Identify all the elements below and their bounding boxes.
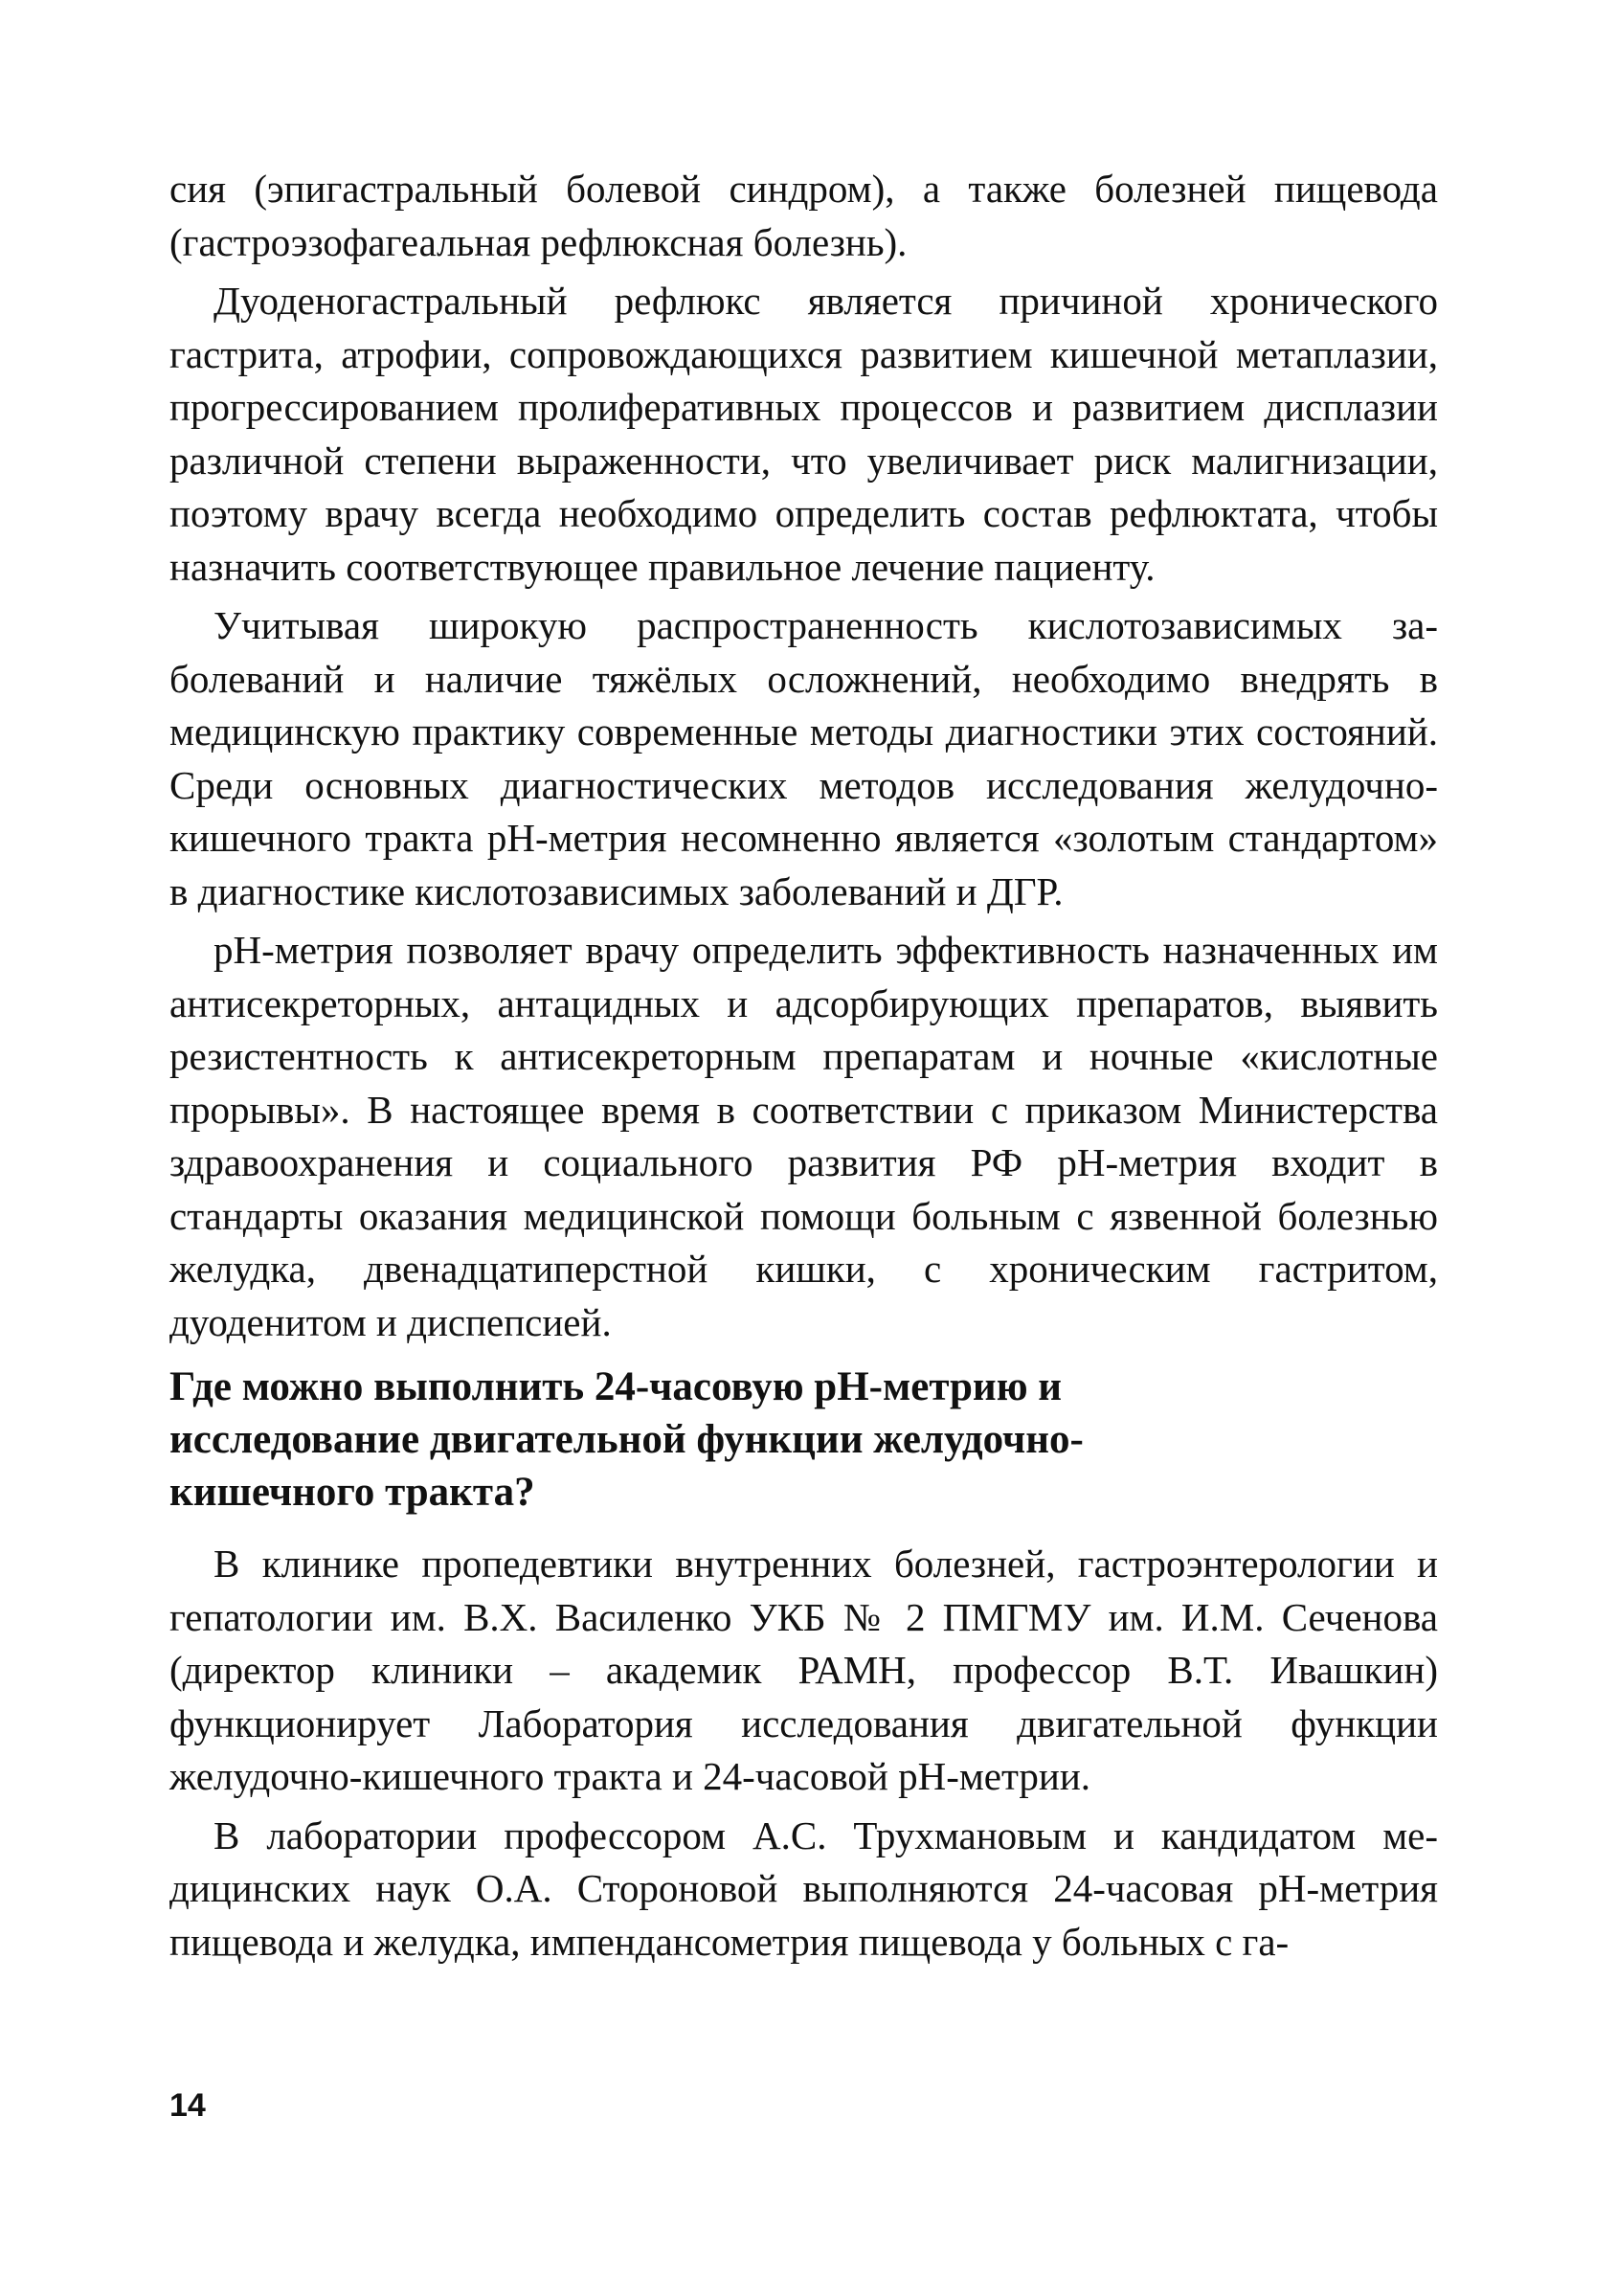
paragraph: pH-метрия позволяет врачу определить эффективность назначенных им антисекреторных, антацидных и адсорбирующих препаратов, выявить резистентность к антисекреторным препаратам и ночные «кислотные прорывы». В настоящее время в соответствии с приказом Министерства здравоохранения и социального развития РФ pH-метрия входит в стандарты оказания медицинской помощи больным с язвенной болезнью желудка, двенадцатиперстной кишки, с хроническим гастритом, дуоденитом и диспепсией. bbox=[169, 928, 1438, 1344]
heading-line: кишечного тракта? bbox=[169, 1470, 535, 1515]
paragraph: Учитывая широкую распространенность кислотозависимых заболеваний и наличие тяжёлых осложнений, необходимо внедрять в медицинскую практику современные методы диагностики этих состояний. Среди основных диагностических методов исследования желудочно-кишечного тракта pH-метрия несомненно является «золотым стандартом» в диагностике кислотозависимых заболеваний и ДГР. bbox=[169, 603, 1438, 913]
heading-line: исследование двигательной функции желудочно- bbox=[169, 1417, 1084, 1462]
paragraph: В клинике пропедевтики внутренних болезней, гастроэнтерологии и гепатологии им. В.Х. Василенко УКБ № 2 ПМГМУ им. И.М. Сеченова (директор клиники – академик РАМН, профессор В.Т. Ивашкин) функционирует Лаборатория исследования двигательной функции желудочно-кишечного тракта и 24-часовой pH-метрии. bbox=[169, 1542, 1438, 1798]
paragraph: сия (эпигастральный болевой синдром), а также болезней пищевода (гастроэзофагеальная рефлюксная болезнь). bbox=[169, 167, 1438, 264]
section-heading bbox=[169, 1361, 1438, 1519]
paragraph: Дуоденогастральный рефлюкс является причиной хронического гастрита, атрофии, сопровождающихся развитием кишечной метаплазии, прогрессированием пролиферативных процессов и развитием дисплазии различной степени выраженности, что увеличивает риск малигнизации, поэтому врачу всегда необходимо определить состав рефлюктата, чтобы назначить соответствующее правильное лечение пациенту. bbox=[169, 279, 1438, 589]
page-number: 14 bbox=[169, 2087, 206, 2124]
paragraph: В лаборатории профессором А.С. Трухмановым и кандидатом медицинских наук О.А. Стороновой выполняются 24-часовая pH-метрия пищевода и желудка, импендансометрия пищевода у больных с га- bbox=[169, 1812, 1438, 1964]
page-body bbox=[169, 163, 1438, 1974]
heading-line: Где можно выполнить 24-часовую рН-метрию и bbox=[169, 1364, 1063, 1409]
